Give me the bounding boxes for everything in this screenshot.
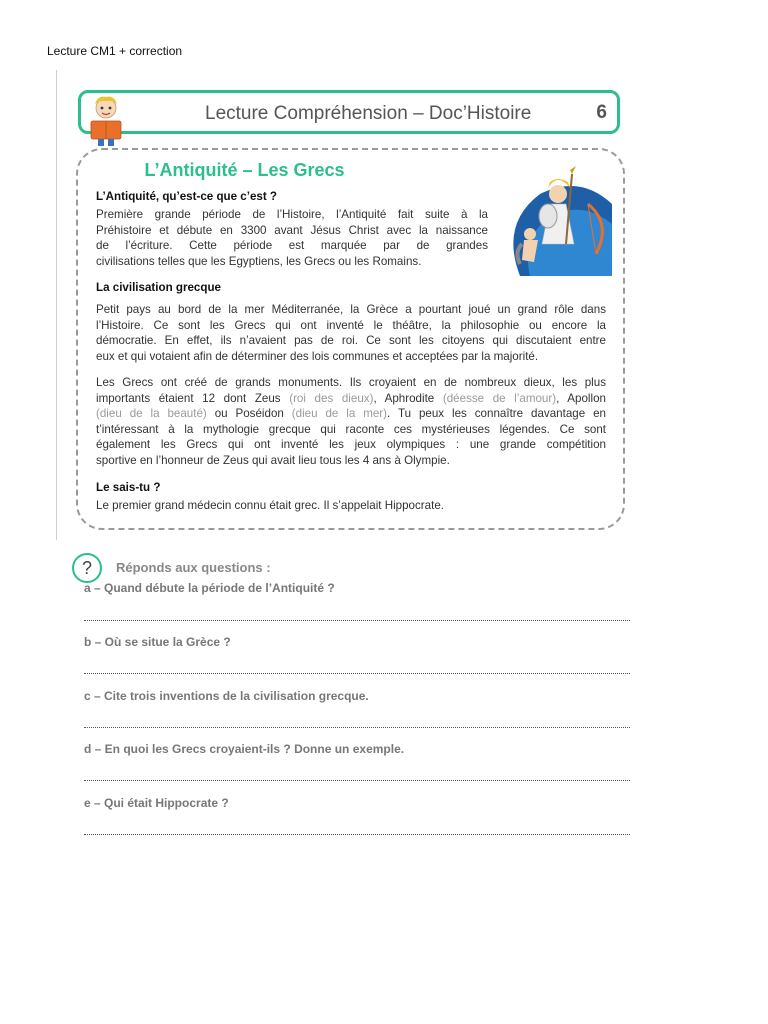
- text-zeus-note: (roi des dieux): [289, 391, 374, 405]
- text-zeus: importants étaient 12 dont Zeus: [96, 391, 281, 405]
- answer-line-a[interactable]: [84, 620, 630, 621]
- paragraph-did-you-know: Le premier grand médecin connu était grec. Il s’appelait Hippocrate.: [96, 499, 445, 512]
- margin-rule: [56, 70, 57, 540]
- text-line-end: . Tu peux les connaître davantage en: [387, 407, 606, 421]
- text-aphrodite-note: (déesse de l’amour): [442, 391, 557, 405]
- text-apollon-note: (dieu de la beauté): [96, 407, 207, 421]
- text-line: Préhistoire et débute en 3300 avant Jésus Christ avec la naissance: [96, 223, 488, 237]
- question-e: e – Qui était Hippocrate ?: [84, 796, 229, 810]
- text-line: eux et qui votaient afin de déterminer des lois communes et acceptées par la majorité.: [96, 349, 539, 363]
- section-heading-did-you-know: Le sais-tu ?: [96, 481, 161, 494]
- header-box: [78, 90, 620, 134]
- reading-child-icon: [86, 94, 126, 148]
- answer-line-b[interactable]: [84, 673, 630, 674]
- document-title: Lecture CM1 + correction: [47, 44, 183, 58]
- text-aphrodite: , Aphrodite: [373, 391, 435, 405]
- text-line: également les Grecs qui ont inventé les jeux olympiques : une grande compétition: [96, 438, 606, 452]
- question-d: d – En quoi les Grecs croyaient-ils ? Donne un exemple.: [84, 742, 405, 756]
- answer-line-c[interactable]: [84, 727, 630, 728]
- answer-line-d[interactable]: [84, 780, 630, 781]
- header-number: 6: [596, 102, 607, 123]
- section-heading-antiquity: L’Antiquité, qu’est-ce que c’est ?: [96, 190, 278, 203]
- text-line: Petit pays au bord de la mer Méditerranée, la Grèce a pourtant joué un grand rôle dans: [96, 303, 606, 316]
- text-line: Première grande période de l’Histoire, l’Antiquité fait suite à la: [96, 208, 488, 221]
- reading-title: L’Antiquité – Les Grecs: [144, 160, 345, 180]
- text-line: de l’écriture. Cette période est marquée par de grandes: [96, 239, 488, 253]
- text-line: Les Grecs ont créé de grands monuments. Ils croyaient en de nombreux dieux, les plus: [96, 376, 606, 389]
- question-mark-icon: ?: [72, 553, 102, 583]
- text-line: l’Histoire. Ce sont les Grecs qui ont inventé le théâtre, la philosophie ou encore la: [96, 318, 606, 332]
- text-poseidon: ou Poséidon: [214, 407, 284, 421]
- text-line: sportive en l’honneur de Zeus qui avait lieu tous les 4 ans à Olympie.: [96, 453, 450, 467]
- text-line: démocratie. En effet, ils n’avaient pas de roi. Ce sont les citoyens qui discutaient entre: [96, 334, 606, 348]
- header-title: Lecture Compréhension – Doc’Histoire: [205, 103, 532, 124]
- text-poseidon-note: (dieu de la mer): [291, 407, 388, 421]
- question-c: c – Cite trois inventions de la civilisation grecque.: [84, 689, 369, 703]
- answer-line-e[interactable]: [84, 834, 630, 835]
- text-line: t’intéressant à la mythologie grecque qui raconte ces mystérieuses légendes. Ce sont: [96, 422, 606, 436]
- greek-gods-illustration: [500, 164, 618, 278]
- questions-heading: Réponds aux questions :: [116, 560, 271, 575]
- question-a: a – Quand débute la période de l’Antiquité ?: [84, 581, 335, 595]
- paragraph-antiquity: [96, 207, 488, 269]
- section-heading-greek-civilization: La civilisation grecque: [96, 281, 221, 294]
- paragraph-greek-gods: [96, 375, 606, 469]
- text-line: [96, 406, 606, 422]
- text-apollon: , Apollon: [556, 391, 606, 405]
- text-line: civilisations telles que les Egyptiens, les Grecs ou les Romains.: [96, 254, 422, 268]
- question-b: b – Où se situe la Grèce ?: [84, 635, 231, 649]
- text-line: [96, 391, 606, 407]
- paragraph-greek-civilization: [96, 302, 606, 364]
